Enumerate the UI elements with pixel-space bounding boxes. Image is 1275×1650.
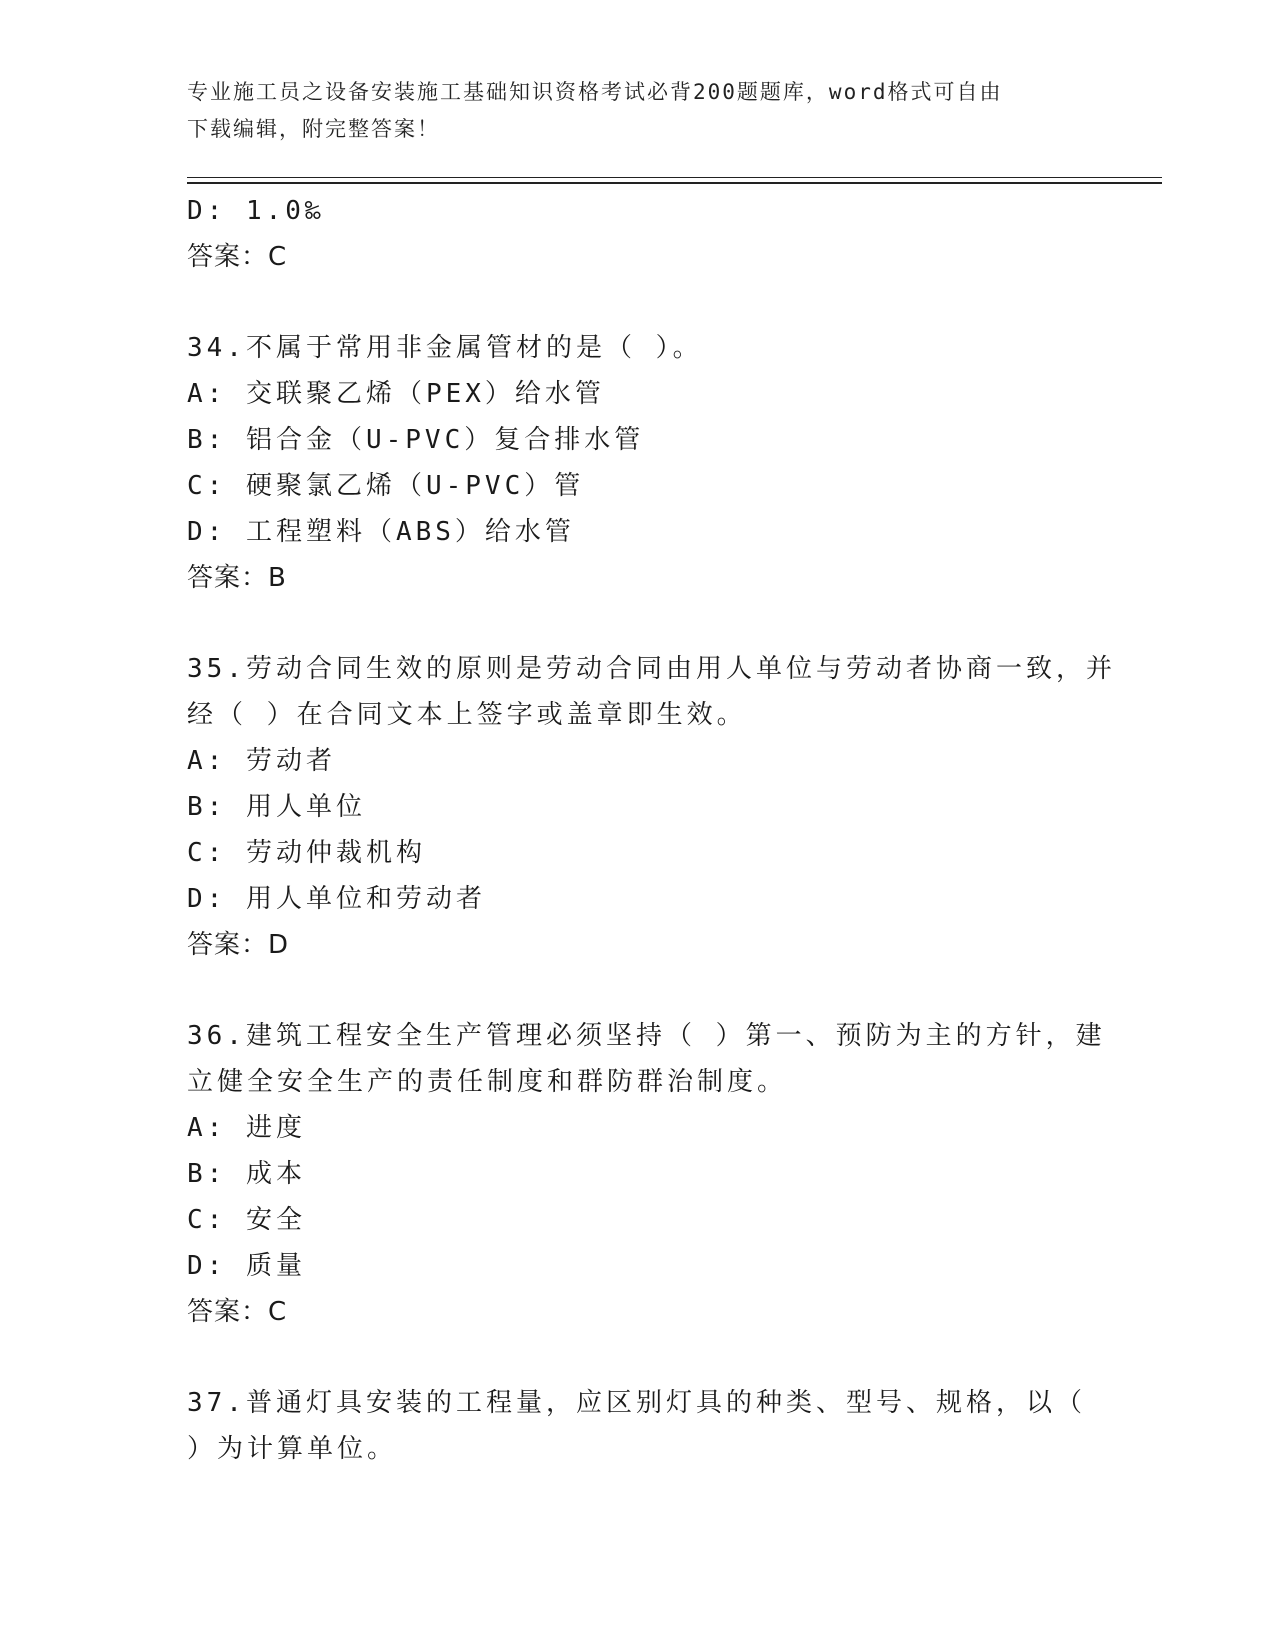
header-line-1: 专业施工员之设备安装施工基础知识资格考试必背200题题库，word格式可自由 bbox=[187, 80, 1003, 104]
option-b: B: 铝合金（U-PVC）复合排水管 bbox=[187, 425, 645, 455]
option-c: C: 硬聚氯乙烯（U-PVC）管 bbox=[187, 471, 585, 501]
answer: 答案：B bbox=[187, 563, 287, 593]
question-stem-cont: 经（ ）在合同文本上签字或盖章即生效。 bbox=[187, 700, 747, 730]
question-stem-cont: ）为计算单位。 bbox=[187, 1434, 398, 1464]
option-b: B: 成本 bbox=[187, 1159, 306, 1189]
header-rule-thick bbox=[187, 182, 1162, 184]
option-a: A: 进度 bbox=[187, 1113, 306, 1143]
option-c: C: 安全 bbox=[187, 1205, 306, 1235]
header-line-2: 下载编辑，附完整答案！ bbox=[187, 117, 440, 141]
question-36 bbox=[187, 1013, 1106, 1335]
question-list bbox=[187, 188, 1116, 1472]
header-rule-thin bbox=[187, 177, 1162, 178]
option-d: D: 质量 bbox=[187, 1251, 306, 1281]
question-stem: 35.劳动合同生效的原则是劳动合同由用人单位与劳动者协商一致，并 bbox=[187, 654, 1116, 684]
question-stem: 36.建筑工程安全生产管理必须坚持（ ）第一、预防为主的方针，建 bbox=[187, 1021, 1106, 1051]
question-34 bbox=[187, 325, 1087, 601]
question-stem: 34.不属于常用非金属管材的是（ ）。 bbox=[187, 333, 703, 363]
answer: 答案：D bbox=[187, 930, 290, 960]
question-stem-cont: 立健全安全生产的责任制度和群防群治制度。 bbox=[187, 1067, 788, 1097]
option-d: D: 工程塑料（ABS）给水管 bbox=[187, 517, 575, 547]
answer: 答案：C bbox=[187, 242, 288, 272]
question-stem: 37.普通灯具安装的工程量，应区别灯具的种类、型号、规格，以（ bbox=[187, 1388, 1086, 1418]
option-a: A: 劳动者 bbox=[187, 746, 336, 776]
option-a: A: 交联聚乙烯（PEX）给水管 bbox=[187, 379, 605, 409]
option-c: C: 劳动仲裁机构 bbox=[187, 838, 426, 868]
option-b: B: 用人单位 bbox=[187, 792, 366, 822]
question-35 bbox=[187, 646, 1116, 968]
answer: 答案：C bbox=[187, 1297, 288, 1327]
option-d: D: 1.0‰ bbox=[187, 196, 325, 226]
document-header bbox=[187, 74, 1087, 148]
option-d: D: 用人单位和劳动者 bbox=[187, 884, 486, 914]
question-37 bbox=[187, 1380, 1087, 1472]
